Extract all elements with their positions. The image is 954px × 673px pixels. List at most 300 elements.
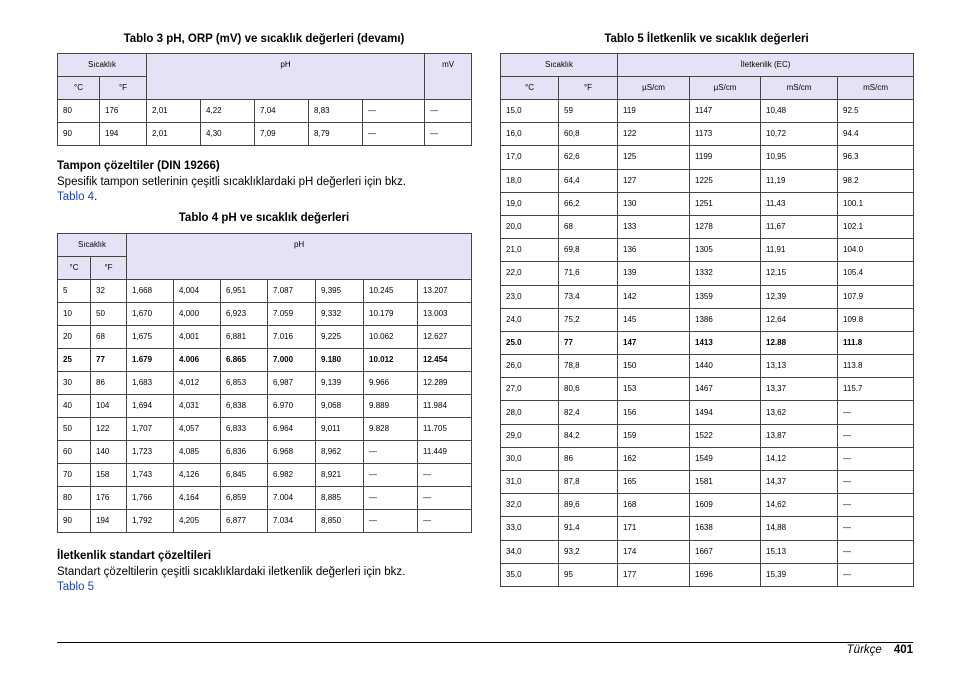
table-cell: 34,0 [501,540,559,563]
table-cell: 8,79 [309,123,363,146]
table-cell: 2,01 [147,123,201,146]
table-cell: 8,850 [316,510,364,533]
table-cell: 10.012 [364,349,418,372]
table-cell: 1251 [690,192,761,215]
table-cell: 12.289 [418,372,472,395]
table-cell: 89,6 [559,494,618,517]
table5-header-ms-cm-2: mS/cm [838,77,914,100]
table-cell: 4,126 [174,464,221,487]
table-cell: 7.034 [268,510,316,533]
table-cell: — [838,494,914,517]
table-cell: 4,057 [174,418,221,441]
table-cell: 1,694 [127,395,174,418]
table-row [58,372,472,395]
table-cell: — [838,424,914,447]
table5-header-celsius: °C [501,77,559,100]
table-cell: 62,6 [559,146,618,169]
table-cell: 13.207 [418,280,472,303]
table-cell: 11,91 [761,239,838,262]
table-cell: 10,48 [761,100,838,123]
table-row [501,239,914,262]
table-cell: 1,707 [127,418,174,441]
buffer-section-text [57,175,477,204]
table-cell: 11,19 [761,169,838,192]
table-cell: 6.968 [268,441,316,464]
table-cell: 30,0 [501,447,559,470]
table-cell: 12.88 [761,331,838,354]
table4-header-ph: pH [127,234,472,280]
table-cell: 1494 [690,401,761,424]
table5-header-us-cm-2: µS/cm [690,77,761,100]
table-cell: 87,8 [559,471,618,494]
table-cell: 107.9 [838,285,914,308]
table-cell: 7.059 [268,303,316,326]
table-cell: 25 [58,349,91,372]
buffer-section-body: Spesifik tampon setlerinin çeşitli sıcaklıklardaki pH değerleri için bkz. [57,176,406,188]
table-cell: 11,67 [761,215,838,238]
table-cell: 1147 [690,100,761,123]
table-cell: 84,2 [559,424,618,447]
table5-link[interactable]: Tablo 5 [57,580,95,593]
table-cell: 10.179 [364,303,418,326]
table-cell: 90 [58,510,91,533]
table-cell: 15,0 [501,100,559,123]
table-row [58,510,472,533]
table-cell: 1638 [690,517,761,540]
table-cell: 109.8 [838,308,914,331]
table-cell: 96.3 [838,146,914,169]
table-row [501,285,914,308]
table-cell: 158 [91,464,127,487]
table-cell: 1,675 [127,326,174,349]
table-cell: 50 [91,303,127,326]
table-row [501,447,914,470]
table-row [501,215,914,238]
table-cell: 21,0 [501,239,559,262]
table-cell: 32,0 [501,494,559,517]
table-cell: 6.970 [268,395,316,418]
table-cell: 17,0 [501,146,559,169]
table-cell: 150 [618,355,690,378]
table-cell: 1549 [690,447,761,470]
table-cell: 4,205 [174,510,221,533]
table5-header-conductivity: İletkenlik (EC) [618,54,914,77]
table-cell: 1,670 [127,303,174,326]
table-cell: 104 [91,395,127,418]
table-cell: 31,0 [501,471,559,494]
table-cell: 64,4 [559,169,618,192]
table-cell: 1.679 [127,349,174,372]
table-cell: 35,0 [501,563,559,586]
table-cell: 10,72 [761,123,838,146]
table-cell: 12,15 [761,262,838,285]
table-cell: 1467 [690,378,761,401]
table-cell: 6.964 [268,418,316,441]
table-cell: 171 [618,517,690,540]
table3-header-ph: pH [147,54,425,100]
table-row [58,303,472,326]
table-row [501,146,914,169]
table-cell: 22,0 [501,262,559,285]
table-cell: 100.1 [838,192,914,215]
table-cell: 8,83 [309,100,363,123]
table-cell: 10 [58,303,91,326]
table-cell: 111.8 [838,331,914,354]
table-cell: 68 [559,215,618,238]
table-cell: 6,853 [221,372,268,395]
table-cell: 86 [559,447,618,470]
table-cell: 14,12 [761,447,838,470]
table-cell: 32 [91,280,127,303]
table-cell: 6,836 [221,441,268,464]
table4-link[interactable]: Tablo 4 [57,190,95,203]
table-cell: 1,668 [127,280,174,303]
table-cell: 9,395 [316,280,364,303]
table-row [58,395,472,418]
table-cell: — [838,447,914,470]
table-cell: 75,2 [559,308,618,331]
table-cell: 13,62 [761,401,838,424]
table-row [58,349,472,372]
table-cell: 162 [618,447,690,470]
table-cell: 78,8 [559,355,618,378]
table-cell: 1,766 [127,487,174,510]
table-cell: 15,39 [761,563,838,586]
table-row [501,355,914,378]
table-cell: 70 [58,464,91,487]
table-row [501,192,914,215]
table-cell: 8,885 [316,487,364,510]
table-row [58,487,472,510]
table-row [501,517,914,540]
page-footer [847,644,913,656]
table3-header-celsius: °C [58,77,100,100]
table-cell: 9,225 [316,326,364,349]
table-cell: 4.006 [174,349,221,372]
table-cell: 7.004 [268,487,316,510]
table-row [501,471,914,494]
conductivity-section-body: Standart çözeltilerin çeşitli sıcaklıklardaki iletkenlik değerleri için bkz. [57,566,406,578]
table-cell: 11.984 [418,395,472,418]
table-cell: 18,0 [501,169,559,192]
table-cell: — [363,123,425,146]
table-row [501,401,914,424]
table-cell: 27,0 [501,378,559,401]
table-cell: 174 [618,540,690,563]
table-cell: 1225 [690,169,761,192]
table-row [58,418,472,441]
table-cell: 165 [618,471,690,494]
table-cell: 73,4 [559,285,618,308]
buffer-section-period: . [94,190,98,203]
table-cell: 4,000 [174,303,221,326]
table-cell: 177 [618,563,690,586]
table5-body [501,100,914,587]
table-cell: 13,37 [761,378,838,401]
table-cell: 66,2 [559,192,618,215]
table-cell: — [418,510,472,533]
table-cell: 127 [618,169,690,192]
table-cell: 92.5 [838,100,914,123]
table-cell: 19,0 [501,192,559,215]
table-cell: 136 [618,239,690,262]
table-row [501,563,914,586]
table-cell: 20 [58,326,91,349]
table-cell: 1386 [690,308,761,331]
table-cell: 145 [618,308,690,331]
table-cell: 102.1 [838,215,914,238]
table-cell: 13,13 [761,355,838,378]
footer-language: Türkçe [846,644,882,656]
table-cell: 14,37 [761,471,838,494]
table-cell: 147 [618,331,690,354]
table-cell: 80 [58,487,91,510]
table-cell: 7.000 [268,349,316,372]
table-cell: 1,723 [127,441,174,464]
table-cell: 59 [559,100,618,123]
table-cell: 6,923 [221,303,268,326]
footer-rule [57,642,913,643]
table-cell: 6,833 [221,418,268,441]
table-cell: 4,001 [174,326,221,349]
table3-header-mv: mV [425,54,472,100]
table-cell: 7.016 [268,326,316,349]
table-cell: 6,877 [221,510,268,533]
table-cell: 142 [618,285,690,308]
table-cell: 168 [618,494,690,517]
table-cell: 140 [91,441,127,464]
table-cell: 80 [58,100,100,123]
table-cell: 68 [91,326,127,349]
table-cell: 4,164 [174,487,221,510]
table-cell: — [425,123,472,146]
table3-header-temperature: Sıcaklık [58,54,147,77]
table3-header-fahrenheit: °F [100,77,147,100]
table-cell: 80,6 [559,378,618,401]
table-cell: 156 [618,401,690,424]
table4-header-celsius: °C [58,257,91,280]
table-cell: 9,332 [316,303,364,326]
table-cell: 2,01 [147,100,201,123]
table3-body [58,100,472,146]
table-cell: 1199 [690,146,761,169]
table-cell: 7.087 [268,280,316,303]
table-cell: 16,0 [501,123,559,146]
table-cell: — [364,464,418,487]
table-cell: 86 [91,372,127,395]
table-row [58,326,472,349]
table-cell: 95 [559,563,618,586]
table5-header-us-cm-1: µS/cm [618,77,690,100]
table-cell: 10.062 [364,326,418,349]
table-cell: 71,6 [559,262,618,285]
table-cell: 9,068 [316,395,364,418]
table-cell: 23,0 [501,285,559,308]
table-cell: 1413 [690,331,761,354]
table-cell: 7,09 [255,123,309,146]
table-cell: 33,0 [501,517,559,540]
table-cell: 125 [618,146,690,169]
table3 [57,53,472,146]
table-cell: 194 [100,123,147,146]
table-cell: 12.627 [418,326,472,349]
table-cell: 9.828 [364,418,418,441]
table-cell: 9,011 [316,418,364,441]
table-cell: — [838,540,914,563]
table5-header-temperature: Sıcaklık [501,54,618,77]
table-cell: 60 [58,441,91,464]
table-cell: 105.4 [838,262,914,285]
table-cell: 1696 [690,563,761,586]
table-cell: 4,004 [174,280,221,303]
table-cell: — [838,471,914,494]
table-cell: 1359 [690,285,761,308]
table-cell: 69,8 [559,239,618,262]
table-cell: 122 [618,123,690,146]
table3-caption: Tablo 3 pH, ORP (mV) ve sıcaklık değerleri (devamı) [123,33,405,45]
table-cell: 15,13 [761,540,838,563]
table-cell: 1667 [690,540,761,563]
table5-header-ms-cm-1: mS/cm [761,77,838,100]
table-cell: 20,0 [501,215,559,238]
table-row [501,424,914,447]
table-row [501,100,914,123]
table-cell: 30 [58,372,91,395]
table-cell: 40 [58,395,91,418]
table-cell: 115.7 [838,378,914,401]
table-cell: 1173 [690,123,761,146]
table-row [501,169,914,192]
table-cell: 26,0 [501,355,559,378]
table-cell: 60,8 [559,123,618,146]
table-cell: 1305 [690,239,761,262]
table-cell: 93,2 [559,540,618,563]
table-cell: 9.180 [316,349,364,372]
table-cell: 8,921 [316,464,364,487]
table-row [501,308,914,331]
table4-body [58,280,472,533]
table5-caption: Tablo 5 İletkenlik ve sıcaklık değerleri [604,33,809,45]
table-cell: 9.966 [364,372,418,395]
table4-caption: Tablo 4 pH ve sıcaklık değerleri [178,212,350,224]
table-cell: 6,987 [268,372,316,395]
table4 [57,233,472,533]
table-cell: 1522 [690,424,761,447]
table-cell: 113.8 [838,355,914,378]
table-cell: 4,22 [201,100,255,123]
table-cell: 13.003 [418,303,472,326]
table-cell: 6,859 [221,487,268,510]
table-cell: 50 [58,418,91,441]
table-row [58,280,472,303]
table-cell: 5 [58,280,91,303]
table-row [58,123,472,146]
table-cell: 14,62 [761,494,838,517]
table-cell: 176 [91,487,127,510]
table-cell: 91,4 [559,517,618,540]
table-cell: 159 [618,424,690,447]
table-row [501,378,914,401]
table-cell: — [418,464,472,487]
table-cell: 6,881 [221,326,268,349]
table-cell: 24,0 [501,308,559,331]
table-cell: 176 [100,100,147,123]
table-cell: 11.449 [418,441,472,464]
table-cell: 133 [618,215,690,238]
table-cell: 77 [559,331,618,354]
table-cell: 10,95 [761,146,838,169]
table-cell: 77 [91,349,127,372]
table-cell: 122 [91,418,127,441]
table-cell: 119 [618,100,690,123]
table-cell: 6,951 [221,280,268,303]
table-cell: 12,64 [761,308,838,331]
table-cell: — [838,401,914,424]
table-cell: 4,031 [174,395,221,418]
table-cell: — [838,517,914,540]
table-cell: 104.0 [838,239,914,262]
table-cell: 4,30 [201,123,255,146]
table-cell: 139 [618,262,690,285]
page-number: 401 [893,644,913,656]
table-cell: — [364,487,418,510]
table-cell: 1,683 [127,372,174,395]
table-cell: 130 [618,192,690,215]
table-cell: 6,845 [221,464,268,487]
table-cell: 82,4 [559,401,618,424]
table-cell: — [425,100,472,123]
table-cell: 28,0 [501,401,559,424]
table-row [501,331,914,354]
table-row [58,441,472,464]
table-cell: 1,792 [127,510,174,533]
table5 [500,53,914,587]
buffer-section-heading: Tampon çözeltiler (DIN 19266) [57,160,220,172]
table-cell: 9,139 [316,372,364,395]
table-cell: — [364,441,418,464]
table-cell: 6.982 [268,464,316,487]
table-cell: 14,88 [761,517,838,540]
table-cell: 194 [91,510,127,533]
table-cell: — [838,563,914,586]
table-cell: 98.2 [838,169,914,192]
table-cell: 90 [58,123,100,146]
table-cell: 4,085 [174,441,221,464]
table-cell: 10.245 [364,280,418,303]
table-cell: 4,012 [174,372,221,395]
table-cell: 1278 [690,215,761,238]
table-cell: 12,39 [761,285,838,308]
table-row [501,494,914,517]
table-cell: 1581 [690,471,761,494]
table-row [501,262,914,285]
table-cell: 11,43 [761,192,838,215]
table-cell: 6,838 [221,395,268,418]
table-cell: 8,962 [316,441,364,464]
table5-header-fahrenheit: °F [559,77,618,100]
table-cell: 29,0 [501,424,559,447]
table-cell: 1,743 [127,464,174,487]
table4-header-temperature: Sıcaklık [58,234,127,257]
table-cell: 11.705 [418,418,472,441]
table-row [58,464,472,487]
table-cell: 1440 [690,355,761,378]
table-cell: 7,04 [255,100,309,123]
table-cell: — [418,487,472,510]
conductivity-section-text [57,565,477,594]
table-cell: 9.889 [364,395,418,418]
table-cell: — [364,510,418,533]
